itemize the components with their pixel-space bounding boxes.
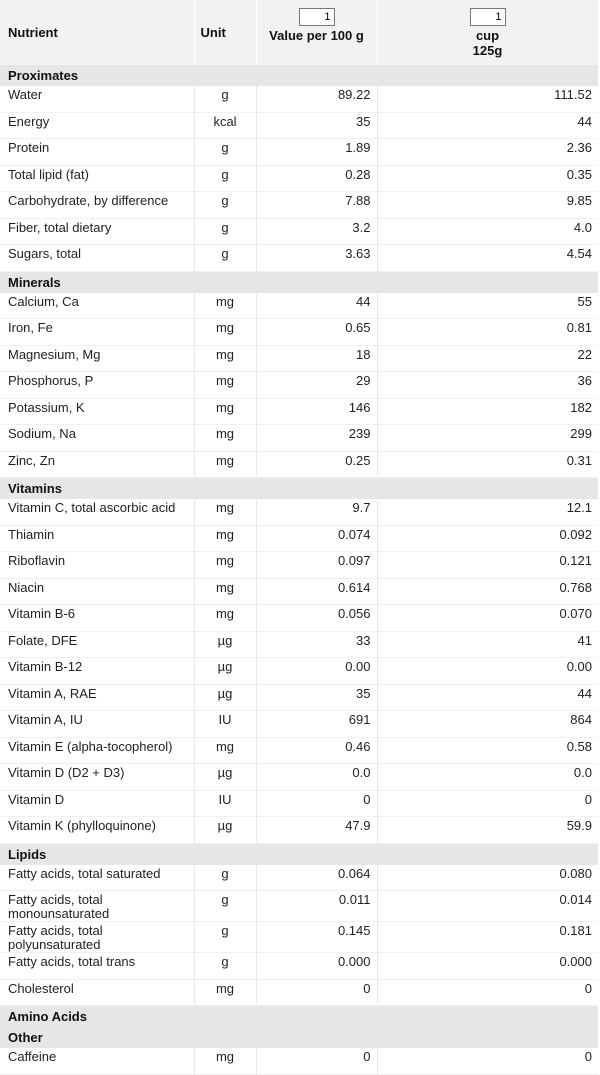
table-row	[0, 711, 598, 738]
section-header-row	[0, 843, 598, 865]
table-row	[0, 345, 598, 372]
nutrient-name-cell: Total lipid (fat)	[0, 165, 194, 192]
nutrient-name-cell: Niacin	[0, 578, 194, 605]
unit-cell: mg	[194, 499, 256, 525]
nutrient-name-cell: Vitamin K (phylloquinone)	[0, 817, 194, 844]
cup-value-cell: 44	[377, 112, 598, 139]
nutrient-column-header: Nutrient	[0, 0, 194, 65]
table-row	[0, 525, 598, 552]
cup-value-cell: 0.31	[377, 451, 598, 478]
per100-column-header	[256, 0, 377, 65]
cup-value-cell: 0	[377, 1048, 598, 1074]
unit-cell: mg	[194, 372, 256, 399]
per100-value-cell: 29	[256, 372, 377, 399]
unit-cell: g	[194, 165, 256, 192]
unit-cell: g	[194, 218, 256, 245]
unit-cell: mg	[194, 451, 256, 478]
table-row	[0, 425, 598, 452]
table-row	[0, 552, 598, 579]
unit-cell: g	[194, 192, 256, 219]
per100-value-cell: 3.63	[256, 245, 377, 272]
nutrient-name-cell: Vitamin C, total ascorbic acid	[0, 499, 194, 525]
nutrient-name-cell: Cholesterol	[0, 979, 194, 1006]
per100-value-cell: 35	[256, 112, 377, 139]
unit-cell: mg	[194, 552, 256, 579]
per100-value-cell: 9.7	[256, 499, 377, 525]
cup-column-header	[377, 0, 598, 65]
section-header-row	[0, 65, 598, 86]
cup-value-cell: 36	[377, 372, 598, 399]
nutrient-name-cell: Vitamin E (alpha-tocopherol)	[0, 737, 194, 764]
per100-value-cell: 0.00	[256, 658, 377, 685]
nutrient-name-cell: Fatty acids, total saturated	[0, 865, 194, 891]
nutrient-name-cell: Calcium, Ca	[0, 293, 194, 319]
cup-value-cell: 0	[377, 979, 598, 1006]
table-row	[0, 218, 598, 245]
section-title: Other	[0, 1027, 598, 1048]
per100-value-cell: 239	[256, 425, 377, 452]
per100-value-cell: 47.9	[256, 817, 377, 844]
nutrient-name-cell: Fiber, total dietary	[0, 218, 194, 245]
unit-cell: µg	[194, 658, 256, 685]
table-row	[0, 979, 598, 1006]
table-row	[0, 605, 598, 632]
cup-value-cell: 0.092	[377, 525, 598, 552]
table-body	[0, 65, 598, 1074]
section-title: Proximates	[0, 65, 598, 86]
table-row	[0, 817, 598, 844]
nutrient-name-cell: Vitamin B-12	[0, 658, 194, 685]
per100-value-cell: 0	[256, 1048, 377, 1074]
cup-value-cell: 0.070	[377, 605, 598, 632]
per100-value-cell: 0.25	[256, 451, 377, 478]
table-row	[0, 764, 598, 791]
per100-value-cell: 0.0	[256, 764, 377, 791]
nutrient-name-cell: Magnesium, Mg	[0, 345, 194, 372]
per100-value-cell: 0.064	[256, 865, 377, 891]
cup-value-cell: 0.35	[377, 165, 598, 192]
nutrient-name-cell: Thiamin	[0, 525, 194, 552]
nutrient-name-cell: Carbohydrate, by difference	[0, 192, 194, 219]
unit-cell: g	[194, 245, 256, 272]
per100-value-cell: 0	[256, 790, 377, 817]
unit-cell: mg	[194, 979, 256, 1006]
cup-value-cell: 44	[377, 684, 598, 711]
table-row	[0, 451, 598, 478]
cup-value-cell: 0.000	[377, 953, 598, 980]
cup-value-cell: 0.121	[377, 552, 598, 579]
unit-cell: mg	[194, 345, 256, 372]
per100-value-cell: 18	[256, 345, 377, 372]
per100-value-cell: 0.145	[256, 922, 377, 953]
unit-cell: µg	[194, 817, 256, 844]
nutrient-name-cell: Phosphorus, P	[0, 372, 194, 399]
table-row	[0, 499, 598, 525]
section-header-row	[0, 271, 598, 293]
nutrient-name-cell: Fatty acids, total monounsaturated	[0, 891, 194, 922]
table-row	[0, 891, 598, 922]
unit-cell: g	[194, 86, 256, 112]
per100-value-cell: 0.28	[256, 165, 377, 192]
cup-value-cell: 41	[377, 631, 598, 658]
nutrient-name-cell: Zinc, Zn	[0, 451, 194, 478]
cup-value-cell: 59.9	[377, 817, 598, 844]
per100-value-cell: 0.097	[256, 552, 377, 579]
nutrient-name-cell: Sodium, Na	[0, 425, 194, 452]
cup-value-cell: 0.58	[377, 737, 598, 764]
per100-value-cell: 0.011	[256, 891, 377, 922]
nutrient-name-cell: Energy	[0, 112, 194, 139]
table-row	[0, 953, 598, 980]
section-header-row	[0, 1006, 598, 1028]
table-row	[0, 245, 598, 272]
table-row	[0, 737, 598, 764]
per100-value-cell: 0.000	[256, 953, 377, 980]
unit-cell: mg	[194, 425, 256, 452]
table-row	[0, 865, 598, 891]
nutrient-name-cell: Water	[0, 86, 194, 112]
section-title: Lipids	[0, 843, 598, 865]
unit-cell: mg	[194, 737, 256, 764]
cup-value-cell: 9.85	[377, 192, 598, 219]
table-row	[0, 165, 598, 192]
unit-cell: µg	[194, 764, 256, 791]
nutrient-name-cell: Fatty acids, total polyunsaturated	[0, 922, 194, 953]
nutrient-name-cell: Vitamin D (D2 + D3)	[0, 764, 194, 791]
unit-cell: mg	[194, 605, 256, 632]
cup-value-cell: 4.0	[377, 218, 598, 245]
cup-value-cell: 0.0	[377, 764, 598, 791]
table-row	[0, 790, 598, 817]
cup-value-cell: 111.52	[377, 86, 598, 112]
per100-value-cell: 35	[256, 684, 377, 711]
cup-value-cell: 0.080	[377, 865, 598, 891]
unit-cell: IU	[194, 790, 256, 817]
cup-value-cell: 12.1	[377, 499, 598, 525]
nutrient-name-cell: Vitamin D	[0, 790, 194, 817]
per100-value-cell: 0.46	[256, 737, 377, 764]
table-row	[0, 1048, 598, 1074]
per100-value-cell: 3.2	[256, 218, 377, 245]
per100-quantity-input[interactable]	[299, 8, 335, 26]
unit-cell: g	[194, 139, 256, 166]
nutrient-name-cell: Fatty acids, total trans	[0, 953, 194, 980]
unit-cell: µg	[194, 684, 256, 711]
table-row	[0, 139, 598, 166]
cup-value-cell: 182	[377, 398, 598, 425]
cup-value-cell: 55	[377, 293, 598, 319]
cup-value-cell: 4.54	[377, 245, 598, 272]
unit-cell: mg	[194, 293, 256, 319]
table-row	[0, 398, 598, 425]
nutrient-name-cell: Sugars, total	[0, 245, 194, 272]
nutrient-name-cell: Potassium, K	[0, 398, 194, 425]
table-row	[0, 192, 598, 219]
cup-value-cell: 0.81	[377, 319, 598, 346]
per100-value-cell: 33	[256, 631, 377, 658]
table-row	[0, 86, 598, 112]
nutrient-name-cell: Protein	[0, 139, 194, 166]
cup-value-cell: 0	[377, 790, 598, 817]
table-row	[0, 112, 598, 139]
unit-cell: mg	[194, 525, 256, 552]
cup-value-cell: 22	[377, 345, 598, 372]
unit-cell: g	[194, 891, 256, 922]
cup-quantity-input[interactable]	[470, 8, 506, 26]
unit-cell: IU	[194, 711, 256, 738]
per100-value-cell: 0.614	[256, 578, 377, 605]
nutrient-name-cell: Vitamin A, IU	[0, 711, 194, 738]
cup-value-cell: 299	[377, 425, 598, 452]
table-row	[0, 578, 598, 605]
table-row	[0, 631, 598, 658]
nutrient-name-cell: Folate, DFE	[0, 631, 194, 658]
unit-cell: mg	[194, 319, 256, 346]
cup-value-cell: 2.36	[377, 139, 598, 166]
cup-value-cell: 0.768	[377, 578, 598, 605]
table-row	[0, 922, 598, 953]
unit-cell: mg	[194, 1048, 256, 1074]
cup-measure-label: cup	[475, 28, 500, 43]
cup-value-cell: 0.00	[377, 658, 598, 685]
table-row	[0, 372, 598, 399]
table-row	[0, 658, 598, 685]
nutrient-name-cell: Iron, Fe	[0, 319, 194, 346]
section-header-row	[0, 478, 598, 500]
section-title: Minerals	[0, 271, 598, 293]
nutrient-name-cell: Caffeine	[0, 1048, 194, 1074]
cup-weight-label: 125g	[472, 43, 503, 58]
unit-cell: mg	[194, 398, 256, 425]
unit-cell: µg	[194, 631, 256, 658]
per100-value-cell: 0.056	[256, 605, 377, 632]
per100-value-cell: 89.22	[256, 86, 377, 112]
per100-value-cell: 0	[256, 979, 377, 1006]
section-header-row	[0, 1027, 598, 1048]
per100-value-cell: 7.88	[256, 192, 377, 219]
section-title: Amino Acids	[0, 1006, 598, 1028]
per100-label: Value per 100 g	[269, 28, 364, 43]
table-row	[0, 293, 598, 319]
unit-column-header: Unit	[194, 0, 256, 65]
per100-value-cell: 44	[256, 293, 377, 319]
section-title: Vitamins	[0, 478, 598, 500]
unit-cell: g	[194, 922, 256, 953]
unit-cell: g	[194, 953, 256, 980]
nutrient-name-cell: Vitamin B-6	[0, 605, 194, 632]
table-row	[0, 684, 598, 711]
table-row	[0, 319, 598, 346]
per100-value-cell: 0.074	[256, 525, 377, 552]
per100-value-cell: 146	[256, 398, 377, 425]
nutrient-name-cell: Riboflavin	[0, 552, 194, 579]
per100-value-cell: 1.89	[256, 139, 377, 166]
unit-cell: g	[194, 865, 256, 891]
per100-value-cell: 691	[256, 711, 377, 738]
nutrient-name-cell: Vitamin A, RAE	[0, 684, 194, 711]
per100-value-cell: 0.65	[256, 319, 377, 346]
table-header-row	[0, 0, 598, 65]
cup-value-cell: 864	[377, 711, 598, 738]
cup-value-cell: 0.181	[377, 922, 598, 953]
unit-cell: kcal	[194, 112, 256, 139]
cup-value-cell: 0.014	[377, 891, 598, 922]
unit-cell: mg	[194, 578, 256, 605]
